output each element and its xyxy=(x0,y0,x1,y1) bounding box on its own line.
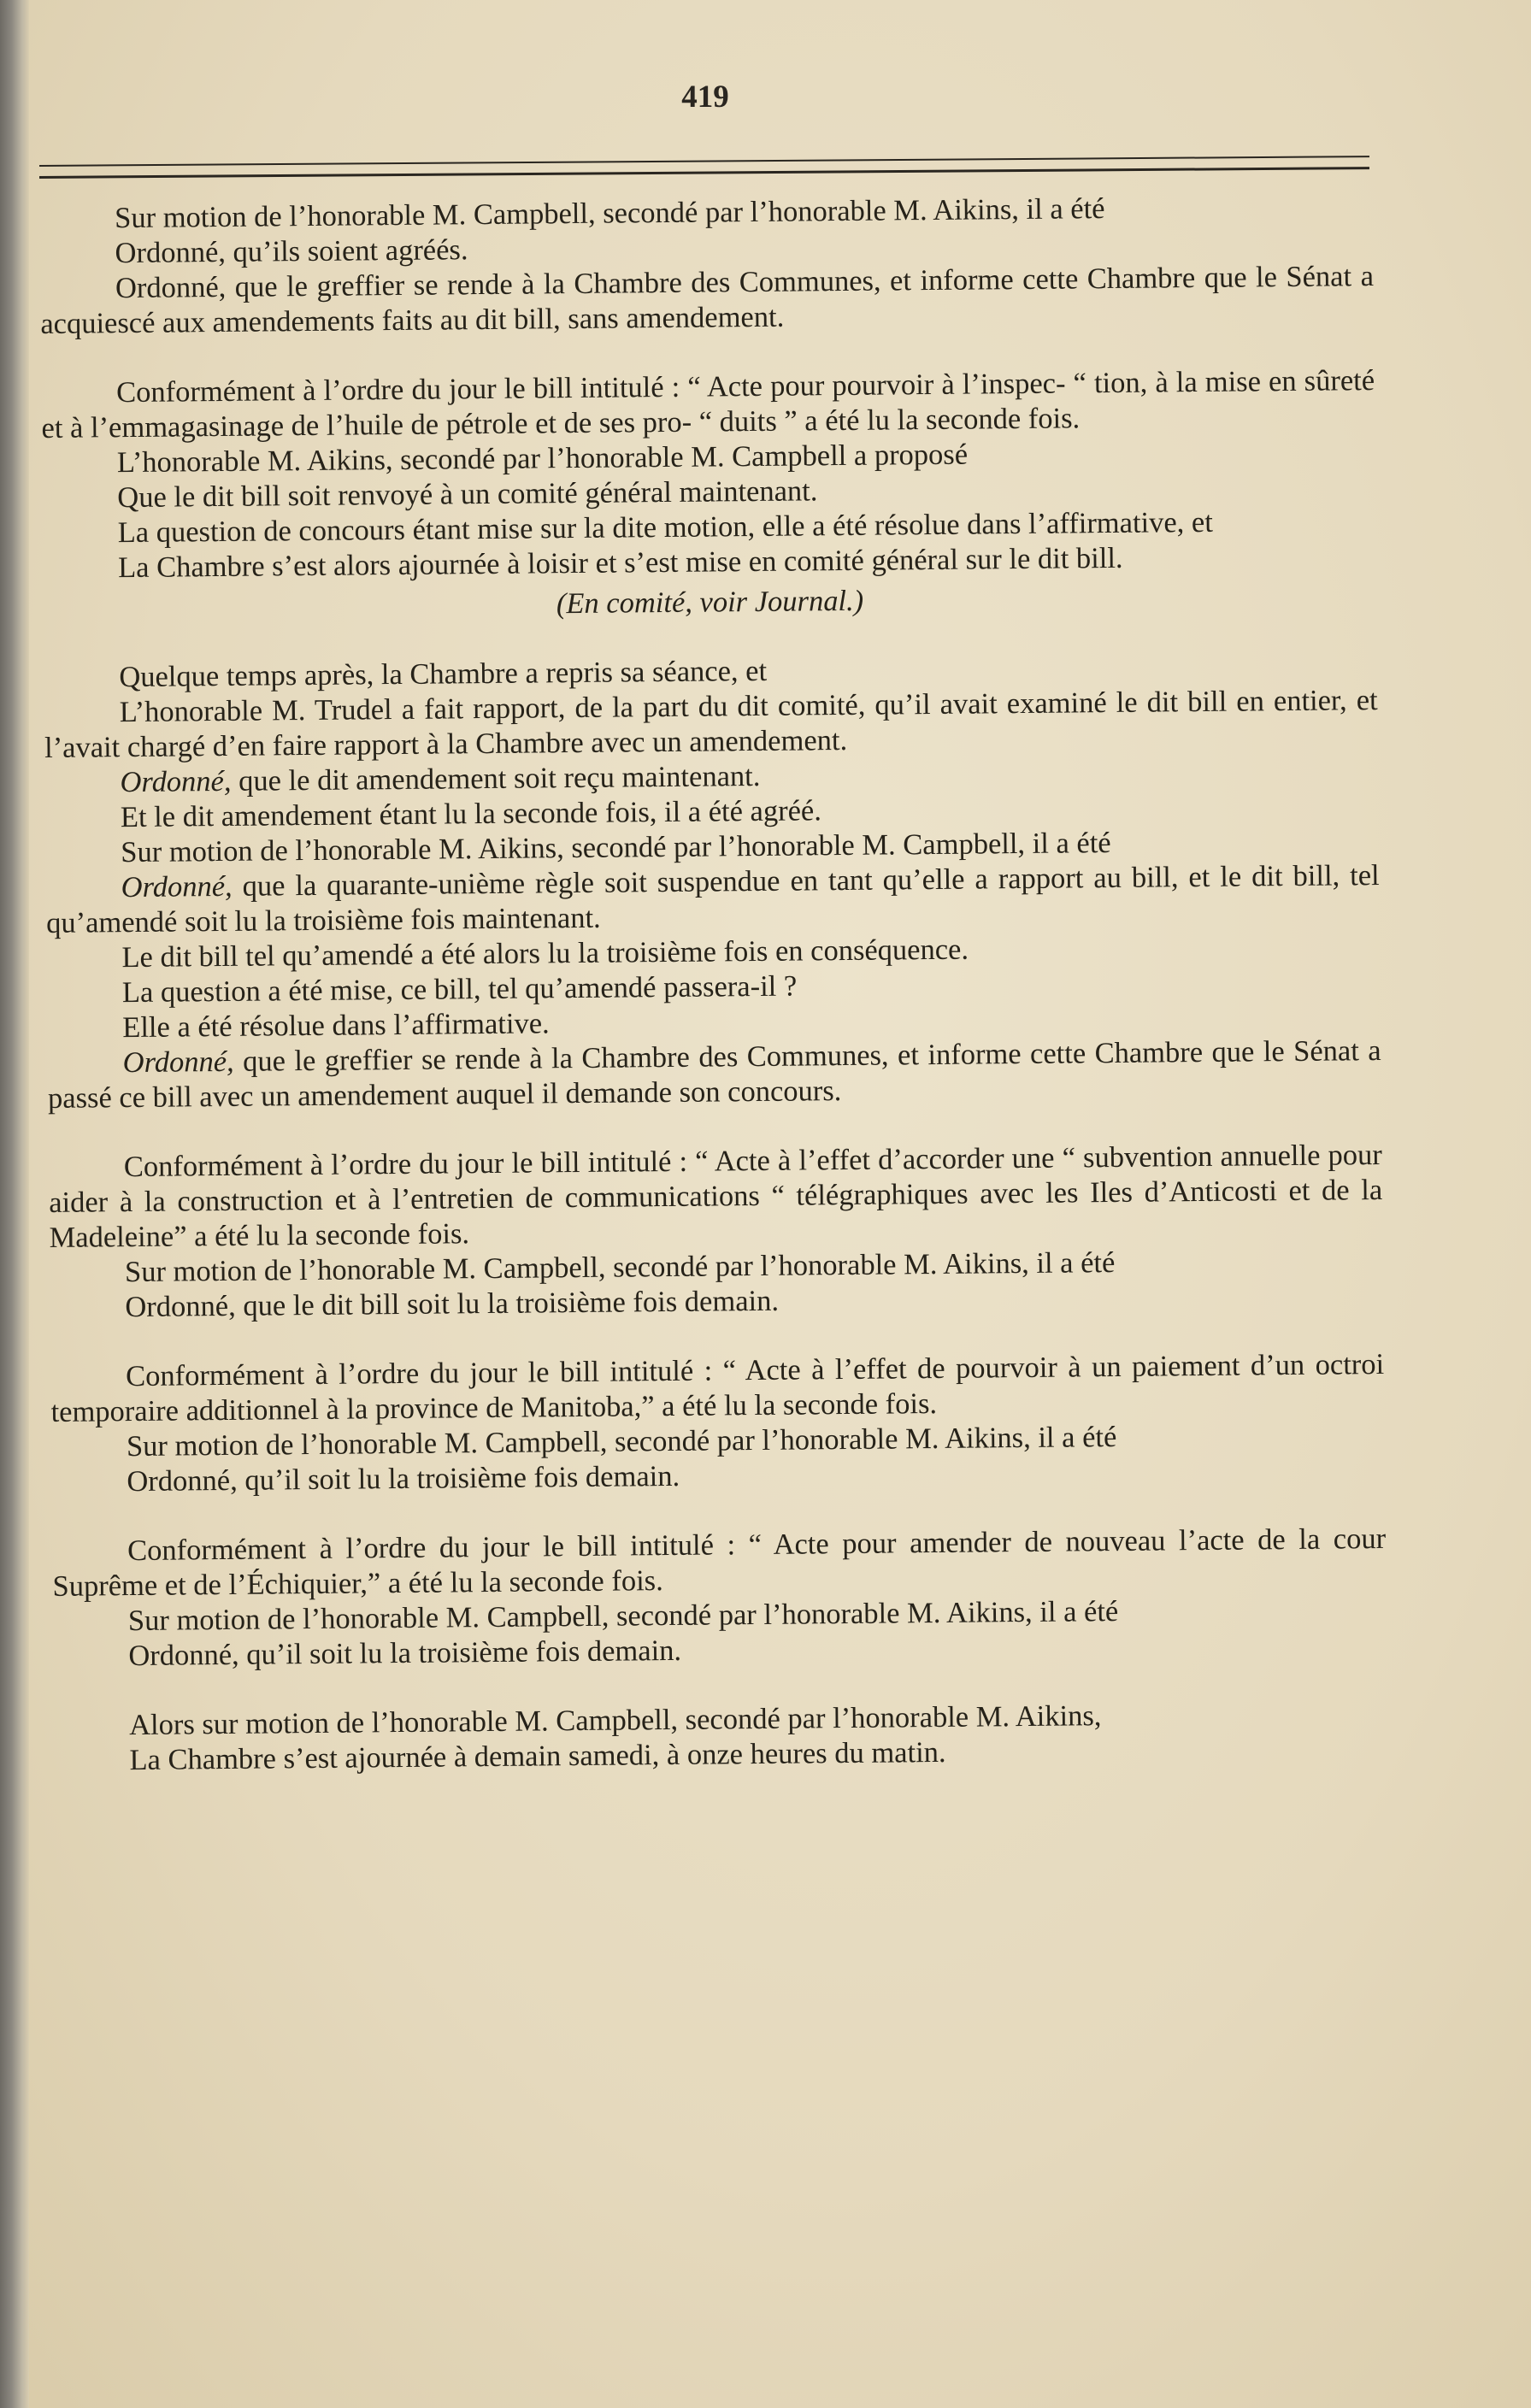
paragraph: Sur motion de l’honorable M. Campbell, secondé par l’honorable M. Aikins, il a été xyxy=(124,1245,1116,1289)
paragraph: Le dit bill tel qu’amendé a été alors lu la troisième fois en conséquence. xyxy=(121,933,969,974)
paragraph: Conformément à l’ordre du jour le bill intitulé : “ Acte pour pourvoir à l’inspec- “ tion, à la mise en sûreté et à l’emmagasinage de l’huile de pétrole et de ses pro- “ duits ” a été lu la seconde fois. xyxy=(41,364,1375,445)
paragraph: La Chambre s’est ajournée à demain samedi, à onze heures du matin. xyxy=(129,1735,946,1777)
paragraph: Ordonné, qu’ils soient agréés. xyxy=(115,233,468,270)
paragraph: Et le dit amendement étant lu la seconde fois, il a été agréé. xyxy=(120,794,822,834)
paragraph: Sur motion de l’honorable M. Campbell, secondé par l’honorable M. Aikins, il a été xyxy=(126,1420,1117,1463)
paragraph: Ordonné, qu’il soit lu la troisième fois demain. xyxy=(128,1634,682,1673)
paragraph: Quelque temps après, la Chambre a repris sa séance, et xyxy=(119,654,768,694)
paragraph: Ordonné, que le dit amendement soit reçu maintenant. xyxy=(120,759,761,799)
journal-body-text xyxy=(39,189,1388,1779)
paragraph: Ordonné, que le greffier se rende à la Chambre des Communes, et informe cette Chambre que le Sénat a acquiescé aux amendements faits au dit bill, sans amendement. xyxy=(40,260,1375,340)
header-rule-thin xyxy=(39,156,1369,167)
paragraph: Que le dit bill soit renvoyé à un comité général maintenant. xyxy=(117,474,818,515)
paragraph: Sur motion de l’honorable M. Campbell, secondé par l’honorable M. Aikins, il a été xyxy=(115,192,1105,235)
page-binding-edge xyxy=(0,0,29,2408)
committee-note: (En comité, voir Journal.) xyxy=(556,584,864,621)
paragraph: Conformément à l’ordre du jour le bill intitulé : “ Acte pour amender de nouveau l’acte de la cour Suprême et de l’Échiquier,” a été lu la seconde fois. xyxy=(52,1522,1387,1603)
header-rule-thick xyxy=(39,167,1369,179)
ordonne-lead: Ordonné, xyxy=(120,764,232,799)
paragraph: La question de concours étant mise sur la dite motion, elle a été résolue dans l’affirmative, et xyxy=(117,505,1214,550)
paragraph: L’honorable M. Trudel a fait rapport, de la part du dit comité, qu’il avait examiné le dit bill en entier, et l’avait chargé d’en faire rapport à la Chambre avec un amendement. xyxy=(44,683,1378,764)
paragraph: Sur motion de l’honorable M. Campbell, secondé par l’honorable M. Aikins, il a été xyxy=(127,1594,1119,1638)
paragraph: Alors sur motion de l’honorable M. Campbell, secondé par l’honorable M. Aikins, xyxy=(128,1699,1102,1742)
paragraph: La Chambre s’est alors ajournée à loisir et s’est mise en comité général sur le dit bill. xyxy=(117,541,1123,585)
paragraph: Sur motion de l’honorable M. Aikins, secondé par l’honorable M. Campbell, il a été xyxy=(121,827,1111,869)
page-number: 419 xyxy=(681,79,729,115)
paragraph: L’honorable M. Aikins, secondé par l’honorable M. Campbell a proposé xyxy=(116,438,969,480)
paragraph: Ordonné, que la quarante-unième règle soit suspendue en tant qu’elle a rapport au bill, et le dit bill, tel qu’amendé soit lu la troisième fois maintenant. xyxy=(45,858,1380,939)
paragraph: Conformément à l’ordre du jour le bill intitulé : “ Acte à l’effet d’accorder une “ subvention annuelle pour aider à la construction et à l’entretien de communications “ télégraphiques avec les Iles d’Anticosti et de la Madeleine” a été lu la seconde fois. xyxy=(49,1138,1383,1254)
ordonne-lead: Ordonné, xyxy=(122,1045,234,1080)
paragraph: Ordonné, que le greffier se rende à la Chambre des Communes, et informe cette Chambre que le Sénat a passé ce bill avec un amendement auquel il demande son concours. xyxy=(47,1033,1381,1115)
paragraph: Ordonné, qu’il soit lu la troisième fois demain. xyxy=(127,1459,680,1498)
paragraph: La question a été mise, ce bill, tel qu’amendé passera-il ? xyxy=(121,969,798,1010)
paragraph: Elle a été résolue dans l’affirmative. xyxy=(122,1007,550,1045)
paragraph: Conformément à l’ordre du jour le bill intitulé : “ Acte à l’effet de pourvoir à un paiement d’un octroi temporaire additionnel à la province de Manitoba,” a été lu la seconde fois. xyxy=(50,1347,1385,1428)
ordonne-lead: Ordonné, xyxy=(121,869,233,904)
paragraph: Ordonné, que le dit bill soit lu la troisième fois demain. xyxy=(125,1284,780,1324)
